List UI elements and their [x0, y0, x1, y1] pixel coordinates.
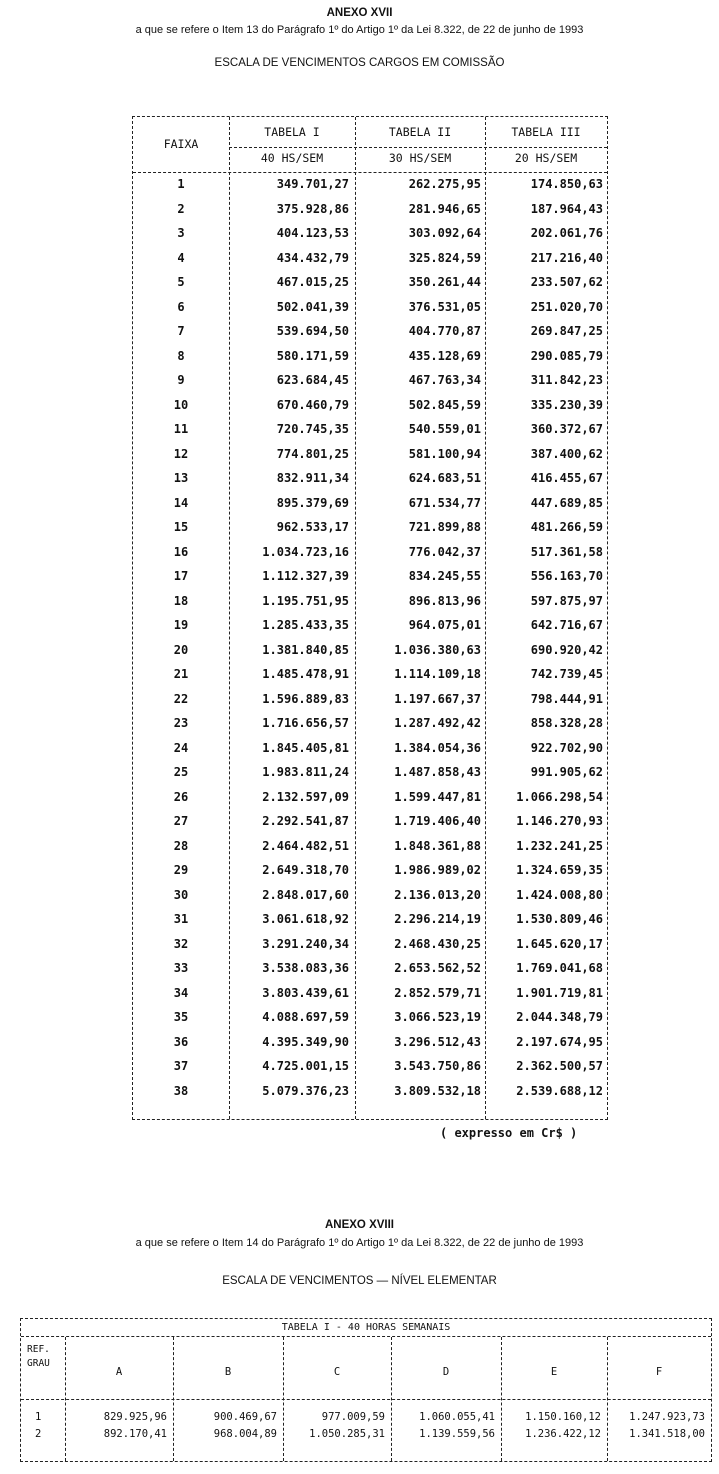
table-row — [133, 761, 607, 786]
faixa-cell: 24 — [173, 740, 189, 755]
tabela-1-cell: 1.381.840,85 — [262, 642, 349, 657]
annex17-subtitle: a que se refere o Item 13 do Parágrafo 1º do Artigo 1º da Lei 8.322, de 22 de junho de 1993 — [135, 24, 584, 36]
faixa-cell: 3 — [177, 226, 185, 240]
tabela-3-cell: 597.875,97 — [530, 593, 603, 608]
column-header-tabela-3: TABELA III — [511, 125, 581, 139]
tabela-3-cell: 360.372,67 — [530, 422, 603, 436]
tabela-3-cell: 311.842,23 — [530, 373, 603, 387]
tabela-3-cell: 2.539.688,12 — [516, 1083, 603, 1098]
a-cell: 892.170,41 — [103, 1428, 167, 1440]
tabela-3-cell: 335.230,39 — [530, 397, 603, 412]
column-header-d: D — [442, 1366, 450, 1378]
tabela-2-cell: 376.531,05 — [408, 299, 481, 314]
tabela-1-cell: 5.079.376,23 — [262, 1083, 349, 1098]
annex17-salary-table — [132, 116, 608, 1120]
tabela-1-cell: 1.195.751,95 — [262, 593, 349, 608]
tabela-3-cell: 202.061,76 — [530, 226, 603, 240]
b-cell: 968.004,89 — [213, 1428, 277, 1440]
tabela-1-cell: 2.848.017,60 — [262, 887, 349, 902]
tabela-1-cell: 4.088.697,59 — [262, 1010, 349, 1024]
faixa-cell: 2 — [177, 201, 185, 216]
table-row — [133, 247, 607, 272]
tabela-1-cell: 3.538.083,36 — [262, 961, 349, 975]
faixa-cell: 29 — [173, 863, 189, 877]
faixa-cell: 4 — [177, 250, 185, 265]
tabela-3-cell: 251.020,70 — [530, 299, 603, 314]
table-row — [133, 1006, 607, 1031]
faixa-cell: 6 — [177, 299, 185, 314]
faixa-cell: 19 — [173, 618, 189, 632]
tabela-3-cell: 742.739,45 — [530, 667, 603, 681]
annex18-scale-title: ESCALA DE VENCIMENTOS — NÍVEL ELEMENTAR — [222, 1275, 497, 1287]
table-row — [133, 516, 607, 541]
tabela-1-cell: 467.015,25 — [276, 275, 349, 289]
faixa-cell: 16 — [173, 544, 189, 559]
faixa-cell: 31 — [173, 912, 189, 926]
c-cell: 977.009,59 — [321, 1411, 385, 1423]
tabela-1-cell: 1.285.433,35 — [262, 618, 349, 632]
annex17-title: ANEXO XVII — [326, 7, 393, 19]
tabela-1-cell: 670.460,79 — [276, 397, 349, 412]
tabela-2-cell: 581.100,94 — [408, 446, 481, 461]
tabela-1-cell: 2.132.597,09 — [262, 789, 349, 804]
table-row — [133, 492, 607, 517]
tabela-3-cell: 387.400,62 — [530, 446, 603, 461]
tabela-3-cell: 447.689,85 — [530, 495, 603, 510]
tabela-2-cell: 2.136.013,20 — [394, 887, 481, 902]
table-row — [133, 737, 607, 762]
tabela-3-cell: 1.424.008,80 — [516, 887, 603, 902]
faixa-cell: 11 — [173, 422, 189, 436]
table-row — [133, 418, 607, 443]
tabela-1-cell: 3.291.240,34 — [262, 936, 349, 951]
faixa-cell: 37 — [173, 1059, 189, 1073]
tabela-3-cell: 1.530.809,46 — [516, 912, 603, 926]
column-header-f: F — [655, 1366, 663, 1378]
tabela-2-cell: 721.899,88 — [408, 520, 481, 534]
table-row — [133, 565, 607, 590]
tabela-3-cell: 2.362.500,57 — [516, 1059, 603, 1073]
tabela-2-cell: 834.245,55 — [408, 569, 481, 583]
tabela-2-cell: 1.114.109,18 — [394, 667, 481, 681]
e-cell: 1.150.160,12 — [525, 1411, 601, 1423]
tabela-1-cell: 1.485.478,91 — [262, 667, 349, 681]
table-row — [133, 982, 607, 1007]
tabela-2-cell: 3.296.512,43 — [394, 1034, 481, 1049]
table-row — [133, 590, 607, 615]
tabela-2-cell: 1.719.406,40 — [394, 814, 481, 828]
tabela-3-cell: 217.216,40 — [530, 250, 603, 265]
table-title: TABELA I - 40 HORAS SEMANAIS — [281, 1322, 451, 1333]
tabela-2-cell: 2.852.579,71 — [394, 985, 481, 1000]
tabela-2-cell: 3.066.523,19 — [394, 1010, 481, 1024]
table-row — [133, 467, 607, 492]
table-row — [133, 908, 607, 933]
column-header-c: C — [333, 1366, 341, 1378]
tabela-1-cell: 404.123,53 — [276, 226, 349, 240]
table-row — [133, 712, 607, 737]
tabela-2-cell: 350.261,44 — [408, 275, 481, 289]
tabela-2-cell: 624.683,51 — [408, 471, 481, 485]
faixa-cell: 5 — [177, 275, 185, 289]
grau-cell: 2 — [35, 1428, 42, 1440]
tabela-2-cell: 1.197.667,37 — [394, 691, 481, 706]
tabela-2-cell: 303.092,64 — [408, 226, 481, 240]
table-row — [133, 320, 607, 345]
table-row — [133, 271, 607, 296]
tabela-2-cell: 896.813,96 — [408, 593, 481, 608]
tabela-3-cell: 233.507,62 — [530, 275, 603, 289]
table-row — [133, 663, 607, 688]
table-row — [133, 933, 607, 958]
column-header-tabela-3-hours: 20 HS/SEM — [514, 151, 578, 165]
table-row — [133, 443, 607, 468]
tabela-3-cell: 1.066.298,54 — [516, 789, 603, 804]
tabela-2-cell: 3.543.750,86 — [394, 1059, 481, 1073]
grau-label: GRAU — [27, 1358, 50, 1369]
tabela-1-cell: 1.983.811,24 — [262, 765, 349, 779]
annex17-scale-title: ESCALA DE VENCIMENTOS CARGOS EM COMISSÃO — [214, 57, 505, 69]
tabela-2-cell: 776.042,37 — [408, 544, 481, 559]
tabela-3-cell: 556.163,70 — [530, 569, 603, 583]
tabela-2-cell: 1.384.054,36 — [394, 740, 481, 755]
faixa-cell: 27 — [173, 814, 189, 828]
table-row — [133, 173, 607, 198]
tabela-2-cell: 435.128,69 — [408, 348, 481, 363]
table-row — [133, 859, 607, 884]
table-row — [133, 1031, 607, 1056]
tabela-1-cell: 623.684,45 — [276, 373, 349, 387]
tabela-1-cell: 832.911,34 — [276, 471, 349, 485]
column-header-tabela-2: TABELA II — [388, 125, 452, 139]
tabela-2-cell: 1.986.989,02 — [394, 863, 481, 877]
column-header-tabela-1: TABELA I — [264, 125, 320, 139]
faixa-cell: 21 — [173, 667, 189, 681]
table-row — [21, 1411, 711, 1429]
tabela-3-cell: 798.444,91 — [530, 691, 603, 706]
tabela-2-cell: 325.824,59 — [408, 250, 481, 265]
tabela-3-cell: 1.769.041,68 — [516, 961, 603, 975]
annex17-table-body — [133, 173, 607, 1104]
tabela-3-cell: 1.232.241,25 — [516, 838, 603, 853]
tabela-3-cell: 174.850,63 — [530, 177, 603, 191]
ref-grau-header — [27, 1343, 50, 1371]
table-row — [133, 688, 607, 713]
ref-label: REF. — [27, 1344, 50, 1355]
tabela-3-cell: 642.716,67 — [530, 618, 603, 632]
tabela-3-cell: 290.085,79 — [530, 348, 603, 363]
faixa-cell: 36 — [173, 1034, 189, 1049]
tabela-3-cell: 1.324.659,35 — [516, 863, 603, 877]
table-row — [133, 786, 607, 811]
f-cell: 1.247.923,73 — [629, 1411, 705, 1423]
tabela-2-cell: 1.036.380,63 — [394, 642, 481, 657]
tabela-1-cell: 1.716.656,57 — [262, 716, 349, 730]
faixa-cell: 13 — [173, 471, 189, 485]
tabela-1-cell: 895.379,69 — [276, 495, 349, 510]
d-cell: 1.139.559,56 — [419, 1428, 495, 1440]
c-cell: 1.050.285,31 — [309, 1428, 385, 1440]
table-row — [133, 1080, 607, 1105]
tabela-1-cell: 349.701,27 — [276, 177, 349, 191]
e-cell: 1.236.422,12 — [525, 1428, 601, 1440]
faixa-cell: 32 — [173, 936, 189, 951]
tabela-1-cell: 580.171,59 — [276, 348, 349, 363]
tabela-2-cell: 2.296.214,19 — [394, 912, 481, 926]
faixa-cell: 12 — [173, 446, 189, 461]
tabela-3-cell: 416.455,67 — [530, 471, 603, 485]
faixa-cell: 9 — [177, 373, 185, 387]
annex18-subtitle: a que se refere o Item 14 do Parágrafo 1º do Artigo 1º da Lei 8.322, de 22 de junho de 1993 — [135, 1237, 584, 1249]
faixa-cell: 10 — [173, 397, 189, 412]
column-header-a: A — [115, 1366, 123, 1378]
faixa-cell: 33 — [173, 961, 189, 975]
tabela-2-cell: 540.559,01 — [408, 422, 481, 436]
tabela-2-cell: 2.468.430,25 — [394, 936, 481, 951]
faixa-cell: 26 — [173, 789, 189, 804]
faixa-cell: 18 — [173, 593, 189, 608]
tabela-3-cell: 269.847,25 — [530, 324, 603, 338]
table-row — [133, 1055, 607, 1080]
table-row — [133, 957, 607, 982]
table-row — [133, 345, 607, 370]
faixa-cell: 35 — [173, 1010, 189, 1024]
tabela-2-cell: 404.770,87 — [408, 324, 481, 338]
faixa-cell: 23 — [173, 716, 189, 730]
tabela-1-cell: 774.801,25 — [276, 446, 349, 461]
faixa-cell: 15 — [173, 520, 189, 534]
tabela-3-cell: 187.964,43 — [530, 201, 603, 216]
tabela-1-cell: 1.596.889,83 — [262, 691, 349, 706]
table-row — [133, 835, 607, 860]
tabela-2-cell: 1.599.447,81 — [394, 789, 481, 804]
tabela-3-cell: 690.920,42 — [530, 642, 603, 657]
faixa-cell: 28 — [173, 838, 189, 853]
tabela-1-cell: 2.292.541,87 — [262, 814, 349, 828]
tabela-3-cell: 1.901.719,81 — [516, 985, 603, 1000]
faixa-cell: 17 — [173, 569, 189, 583]
faixa-cell: 25 — [173, 765, 189, 779]
table-row — [133, 884, 607, 909]
tabela-2-cell: 2.653.562,52 — [394, 961, 481, 975]
table-row — [133, 222, 607, 247]
tabela-1-cell: 720.745,35 — [276, 422, 349, 436]
d-cell: 1.060.055,41 — [419, 1411, 495, 1423]
tabela-1-cell: 2.464.482,51 — [262, 838, 349, 853]
faixa-cell: 20 — [173, 642, 189, 657]
tabela-2-cell: 964.075,01 — [408, 618, 481, 632]
tabela-3-cell: 858.328,28 — [530, 716, 603, 730]
faixa-cell: 8 — [177, 348, 185, 363]
tabela-2-cell: 1.848.361,88 — [394, 838, 481, 853]
b-cell: 900.469,67 — [213, 1411, 277, 1423]
table-row — [133, 810, 607, 835]
tabela-3-cell: 2.044.348,79 — [516, 1010, 603, 1024]
tabela-3-cell: 922.702,90 — [530, 740, 603, 755]
faixa-cell: 14 — [173, 495, 189, 510]
tabela-1-cell: 1.034.723,16 — [262, 544, 349, 559]
tabela-3-cell: 517.361,58 — [530, 544, 603, 559]
table-row — [133, 614, 607, 639]
tabela-1-cell: 2.649.318,70 — [262, 863, 349, 877]
column-header-tabela-1-hours: 40 HS/SEM — [260, 151, 324, 165]
table-row — [133, 296, 607, 321]
table-row — [133, 198, 607, 223]
tabela-1-cell: 3.061.618,92 — [262, 912, 349, 926]
tabela-1-cell: 539.694,50 — [276, 324, 349, 338]
tabela-1-cell: 4.395.349,90 — [262, 1034, 349, 1049]
tabela-3-cell: 481.266,59 — [530, 520, 603, 534]
f-cell: 1.341.518,00 — [629, 1428, 705, 1440]
tabela-2-cell: 1.487.858,43 — [394, 765, 481, 779]
tabela-2-cell: 467.763,34 — [408, 373, 481, 387]
table-row — [133, 639, 607, 664]
faixa-cell: 22 — [173, 691, 189, 706]
column-header-b: B — [224, 1366, 232, 1378]
annex18-title: ANEXO XVIII — [324, 1219, 395, 1231]
column-header-tabela-2-hours: 30 HS/SEM — [388, 151, 452, 165]
tabela-2-cell: 281.946,65 — [408, 201, 481, 216]
tabela-3-cell: 1.146.270,93 — [516, 814, 603, 828]
currency-note: ( expresso em Cr$ ) — [440, 1126, 578, 1140]
tabela-2-cell: 262.275,95 — [408, 177, 481, 191]
tabela-2-cell: 671.534,77 — [408, 495, 481, 510]
tabela-3-cell: 1.645.620,17 — [516, 936, 603, 951]
tabela-2-cell: 1.287.492,42 — [394, 716, 481, 730]
column-header-faixa: FAIXA — [163, 137, 199, 151]
tabela-1-cell: 375.928,86 — [276, 201, 349, 216]
annex18-salary-table — [20, 1318, 712, 1462]
table-row — [133, 394, 607, 419]
tabela-1-cell: 434.432,79 — [276, 250, 349, 265]
a-cell: 829.925,96 — [103, 1411, 167, 1423]
table-row — [133, 369, 607, 394]
table-row — [21, 1428, 711, 1446]
faixa-cell: 1 — [177, 177, 185, 191]
tabela-1-cell: 1.112.327,39 — [262, 569, 349, 583]
tabela-3-cell: 991.905,62 — [530, 765, 603, 779]
tabela-1-cell: 3.803.439,61 — [262, 985, 349, 1000]
faixa-cell: 38 — [173, 1083, 189, 1098]
tabela-3-cell: 2.197.674,95 — [516, 1034, 603, 1049]
tabela-2-cell: 3.809.532,18 — [394, 1083, 481, 1098]
tabela-1-cell: 1.845.405,81 — [262, 740, 349, 755]
table-row — [133, 541, 607, 566]
faixa-cell: 7 — [177, 324, 185, 338]
tabela-1-cell: 962.533,17 — [276, 520, 349, 534]
tabela-2-cell: 502.845,59 — [408, 397, 481, 412]
faixa-cell: 34 — [173, 985, 189, 1000]
grau-cell: 1 — [35, 1411, 42, 1423]
column-header-e: E — [550, 1366, 558, 1378]
tabela-1-cell: 502.041,39 — [276, 299, 349, 314]
faixa-cell: 30 — [173, 887, 189, 902]
tabela-1-cell: 4.725.001,15 — [262, 1059, 349, 1073]
